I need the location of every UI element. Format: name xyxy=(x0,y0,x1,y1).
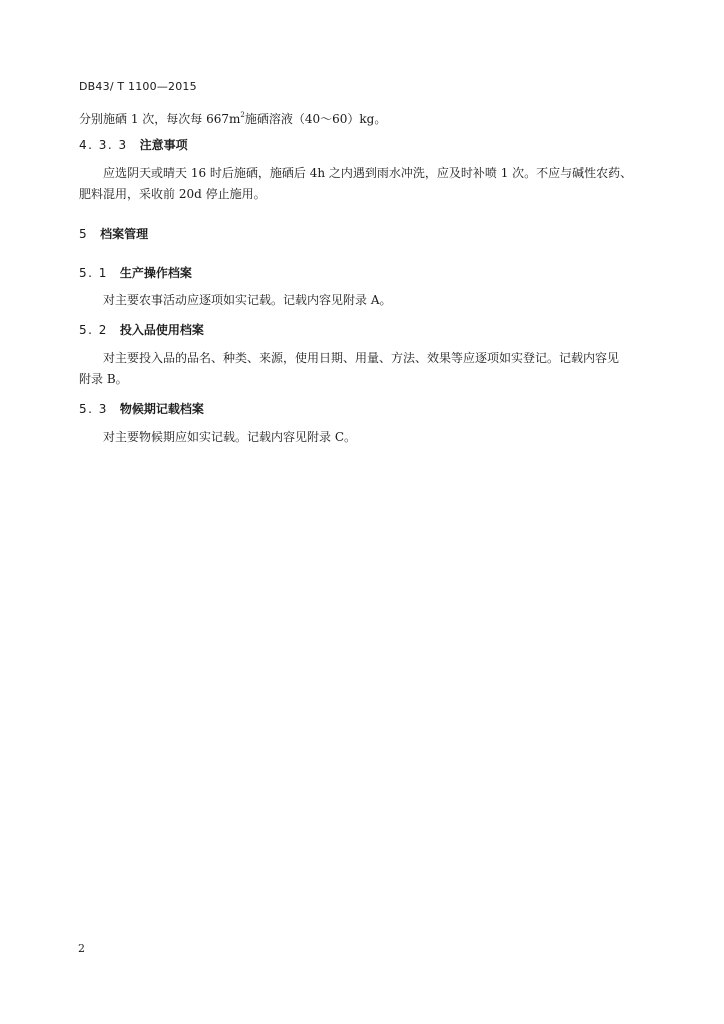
page-number: 2 xyxy=(78,942,85,955)
paragraph-line: 对主要投入品的品名、种类、来源，使用日期、用量、方法、效果等应逐项如实登记。记载内容见 xyxy=(103,351,620,365)
section-title: 生产操作档案 xyxy=(119,266,192,280)
section-title: 物候期记载档案 xyxy=(119,402,204,416)
section-5-1-heading xyxy=(79,265,192,281)
paragraph-line: 附录 B。 xyxy=(79,372,128,386)
paragraph-line: 应选阴天或晴天 16 时后施硒，施硒后 4h 之内遇到雨水冲洗，应及时补喷 1 次。不应与碱性农药、 xyxy=(103,166,633,180)
section-title: 投入品使用档案 xyxy=(119,323,204,337)
section-title: 档案管理 xyxy=(100,227,149,241)
paragraph-line: 对主要物候期应如实记载。记载内容见附录 C。 xyxy=(103,430,356,444)
section-title: 注意事项 xyxy=(139,138,188,152)
section-5-heading xyxy=(79,226,148,242)
intro-text-post: 施硒溶液（40～60）kg。 xyxy=(244,112,387,126)
superscript-two: 2 xyxy=(240,111,245,119)
section-4-3-3-heading xyxy=(79,137,188,153)
section-5-3-heading xyxy=(79,401,204,417)
section-number: 5. 2 xyxy=(79,323,108,337)
section-5-2-heading xyxy=(79,322,204,338)
intro-text-pre: 分别施硒 1 次，每次每 667m xyxy=(79,112,241,126)
section-number: 5. 1 xyxy=(79,266,108,280)
section-number: 5. 3 xyxy=(79,402,108,416)
paragraph-line: 肥料混用，采收前 20d 停止施用。 xyxy=(79,187,266,201)
standard-code-header: DB43/ T 1100—2015 xyxy=(79,80,197,93)
paragraph-line xyxy=(79,107,386,127)
section-number: 5 xyxy=(79,227,89,241)
section-number: 4. 3. 3 xyxy=(79,138,128,152)
paragraph-line: 对主要农事活动应逐项如实记载。记载内容见附录 A。 xyxy=(103,293,392,307)
